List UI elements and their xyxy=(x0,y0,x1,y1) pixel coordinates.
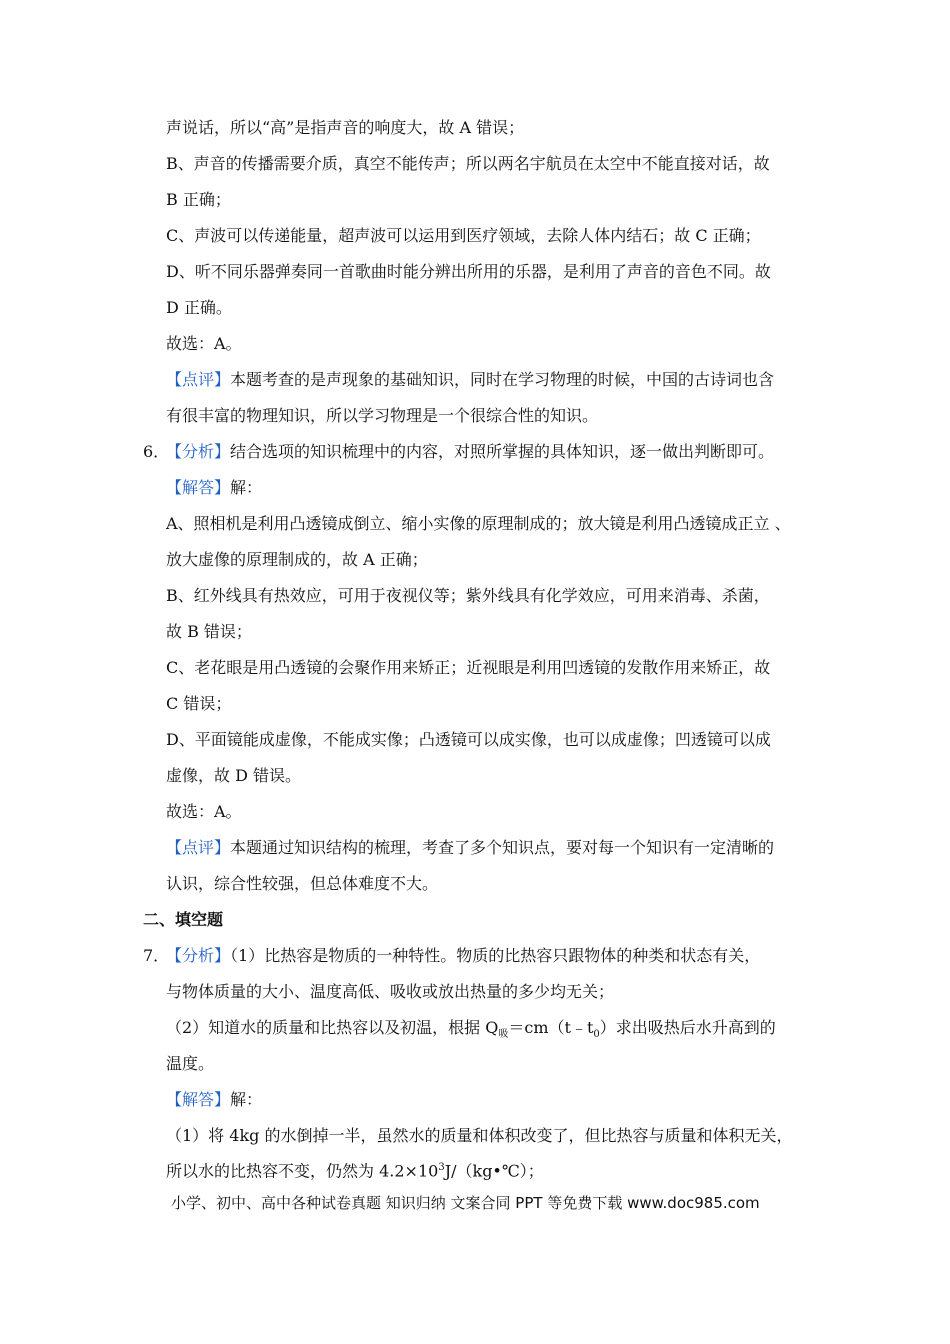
q7-analysis-line-1 xyxy=(166,946,760,966)
q7-answer-line-1: （1）将 4kg 的水倒掉一半，虽然水的质量和体积改变了，但比热容与质量和体积无关， xyxy=(166,1126,793,1145)
q7-number: 7． xyxy=(143,946,170,965)
answer-tag: 【解答】 xyxy=(166,478,231,497)
analysis-tag: 【分析】 xyxy=(166,946,231,965)
q5-choice: 故选：A。 xyxy=(166,334,242,353)
q6-option-b-line-2: 故 B 错误； xyxy=(166,622,252,641)
q7-analysis-line-2: 与物体质量的大小、温度高低、吸收或放出热量的多少均无关； xyxy=(166,982,615,1001)
analysis-text: 结合选项的知识梳理中的内容，对照所掌握的具体知识，逐一做出判断即可。 xyxy=(230,442,775,461)
superscript: 3 xyxy=(438,1162,445,1173)
q5-text-line-1: 声说话，所以“高”是指声音的响度大，故 A 错误； xyxy=(166,118,525,137)
comment-tag: 【点评】 xyxy=(166,370,231,389)
q5-option-b-line-1: B、声音的传播需要介质，真空不能传声；所以两名宇航员在太空中不能直接对话，故 xyxy=(166,154,770,173)
q6-answer xyxy=(166,478,262,498)
q6-option-c-line-1: C、老花眼是用凸透镜的会聚作用来矫正；近视眼是利用凹透镜的发散作用来矫正，故 xyxy=(166,658,771,677)
q5-option-b-line-2: B 正确； xyxy=(166,190,231,209)
answer-text: 解： xyxy=(230,1090,263,1109)
formula-subscript: 吸 xyxy=(498,1029,509,1041)
q6-option-d-line-1: D、平面镜能成虚像，不能成实像；凸透镜可以成实像，也可以成虚像；凹透镜可以成 xyxy=(166,730,771,749)
q6-comment-line-1 xyxy=(166,838,774,858)
q6-option-b-line-1: B、红外线具有热效应，可用于夜视仪等；紫外线具有化学效应，可用来消毒、杀菌， xyxy=(166,586,770,605)
q5-comment-line-2: 有很丰富的物理知识，所以学习物理是一个很综合性的知识。 xyxy=(166,406,599,425)
answer-tag: 【解答】 xyxy=(166,1090,231,1109)
q5-comment-line-1 xyxy=(166,370,774,390)
comment-tag: 【点评】 xyxy=(166,838,231,857)
q6-number: 6． xyxy=(143,442,170,461)
q6-option-d-line-2: 虚像，故 D 错误。 xyxy=(166,766,302,785)
q6-comment-line-2: 认识，综合性较强，但总体难度不大。 xyxy=(166,874,439,893)
q6-choice: 故选：A。 xyxy=(166,802,242,821)
q7-answer-line-2 xyxy=(166,1158,544,1181)
page-footer: 小学、初中、高中各种试卷真题 知识归纳 文案合同 PPT 等免费下载 www.doc985.com xyxy=(171,1194,760,1212)
q6-analysis xyxy=(166,442,774,462)
comment-text: 本题考查的是声现象的基础知识，同时在学习物理的时候，中国的古诗词也含 xyxy=(230,370,775,389)
formula-text: （2）知道水的质量和比热容以及初温，根据 Q xyxy=(166,1018,499,1037)
q5-option-d-line-2: D 正确。 xyxy=(166,298,232,317)
q5-option-c: C、声波可以传递能量，超声波可以运用到医疗领域，去除人体内结石；故 C 正确； xyxy=(166,226,761,245)
formula-subscript: 0 xyxy=(593,1029,600,1041)
q7-analysis-line-3 xyxy=(166,1018,776,1045)
q7-answer xyxy=(166,1090,262,1110)
analysis-text: （1）比热容是物质的一种特性。物质的比热容只跟物体的种类和状态有关， xyxy=(230,946,761,965)
formula-text: ＝cm（t﹣t xyxy=(508,1018,594,1037)
formula-text: ）求出吸热后水升高到的 xyxy=(599,1018,776,1037)
q6-option-c-line-2: C 错误； xyxy=(166,694,232,713)
q5-option-d-line-1: D、听不同乐器弹奏同一首歌曲时能分辨出所用的乐器，是利用了声音的音色不同。故 xyxy=(166,262,771,281)
q7-analysis-line-4: 温度。 xyxy=(166,1054,215,1073)
answer-text: J/（kg•℃）； xyxy=(444,1161,544,1181)
answer-text: 所以水的比热容不变，仍然为 4.2×10 xyxy=(166,1161,439,1181)
q6-option-a-line-2: 放大虚像的原理制成的，故 A 正确； xyxy=(166,550,428,569)
section-heading: 二、填空题 xyxy=(143,910,224,929)
q6-option-a-line-1: A、照相机是利用凸透镜成倒立、缩小实像的原理制成的；放大镜是利用凸透镜成正立 、 xyxy=(166,514,791,533)
analysis-tag: 【分析】 xyxy=(166,442,231,461)
answer-text: 解： xyxy=(230,478,263,497)
comment-text: 本题通过知识结构的梳理，考查了多个知识点，要对每一个知识有一定清晰的 xyxy=(230,838,775,857)
